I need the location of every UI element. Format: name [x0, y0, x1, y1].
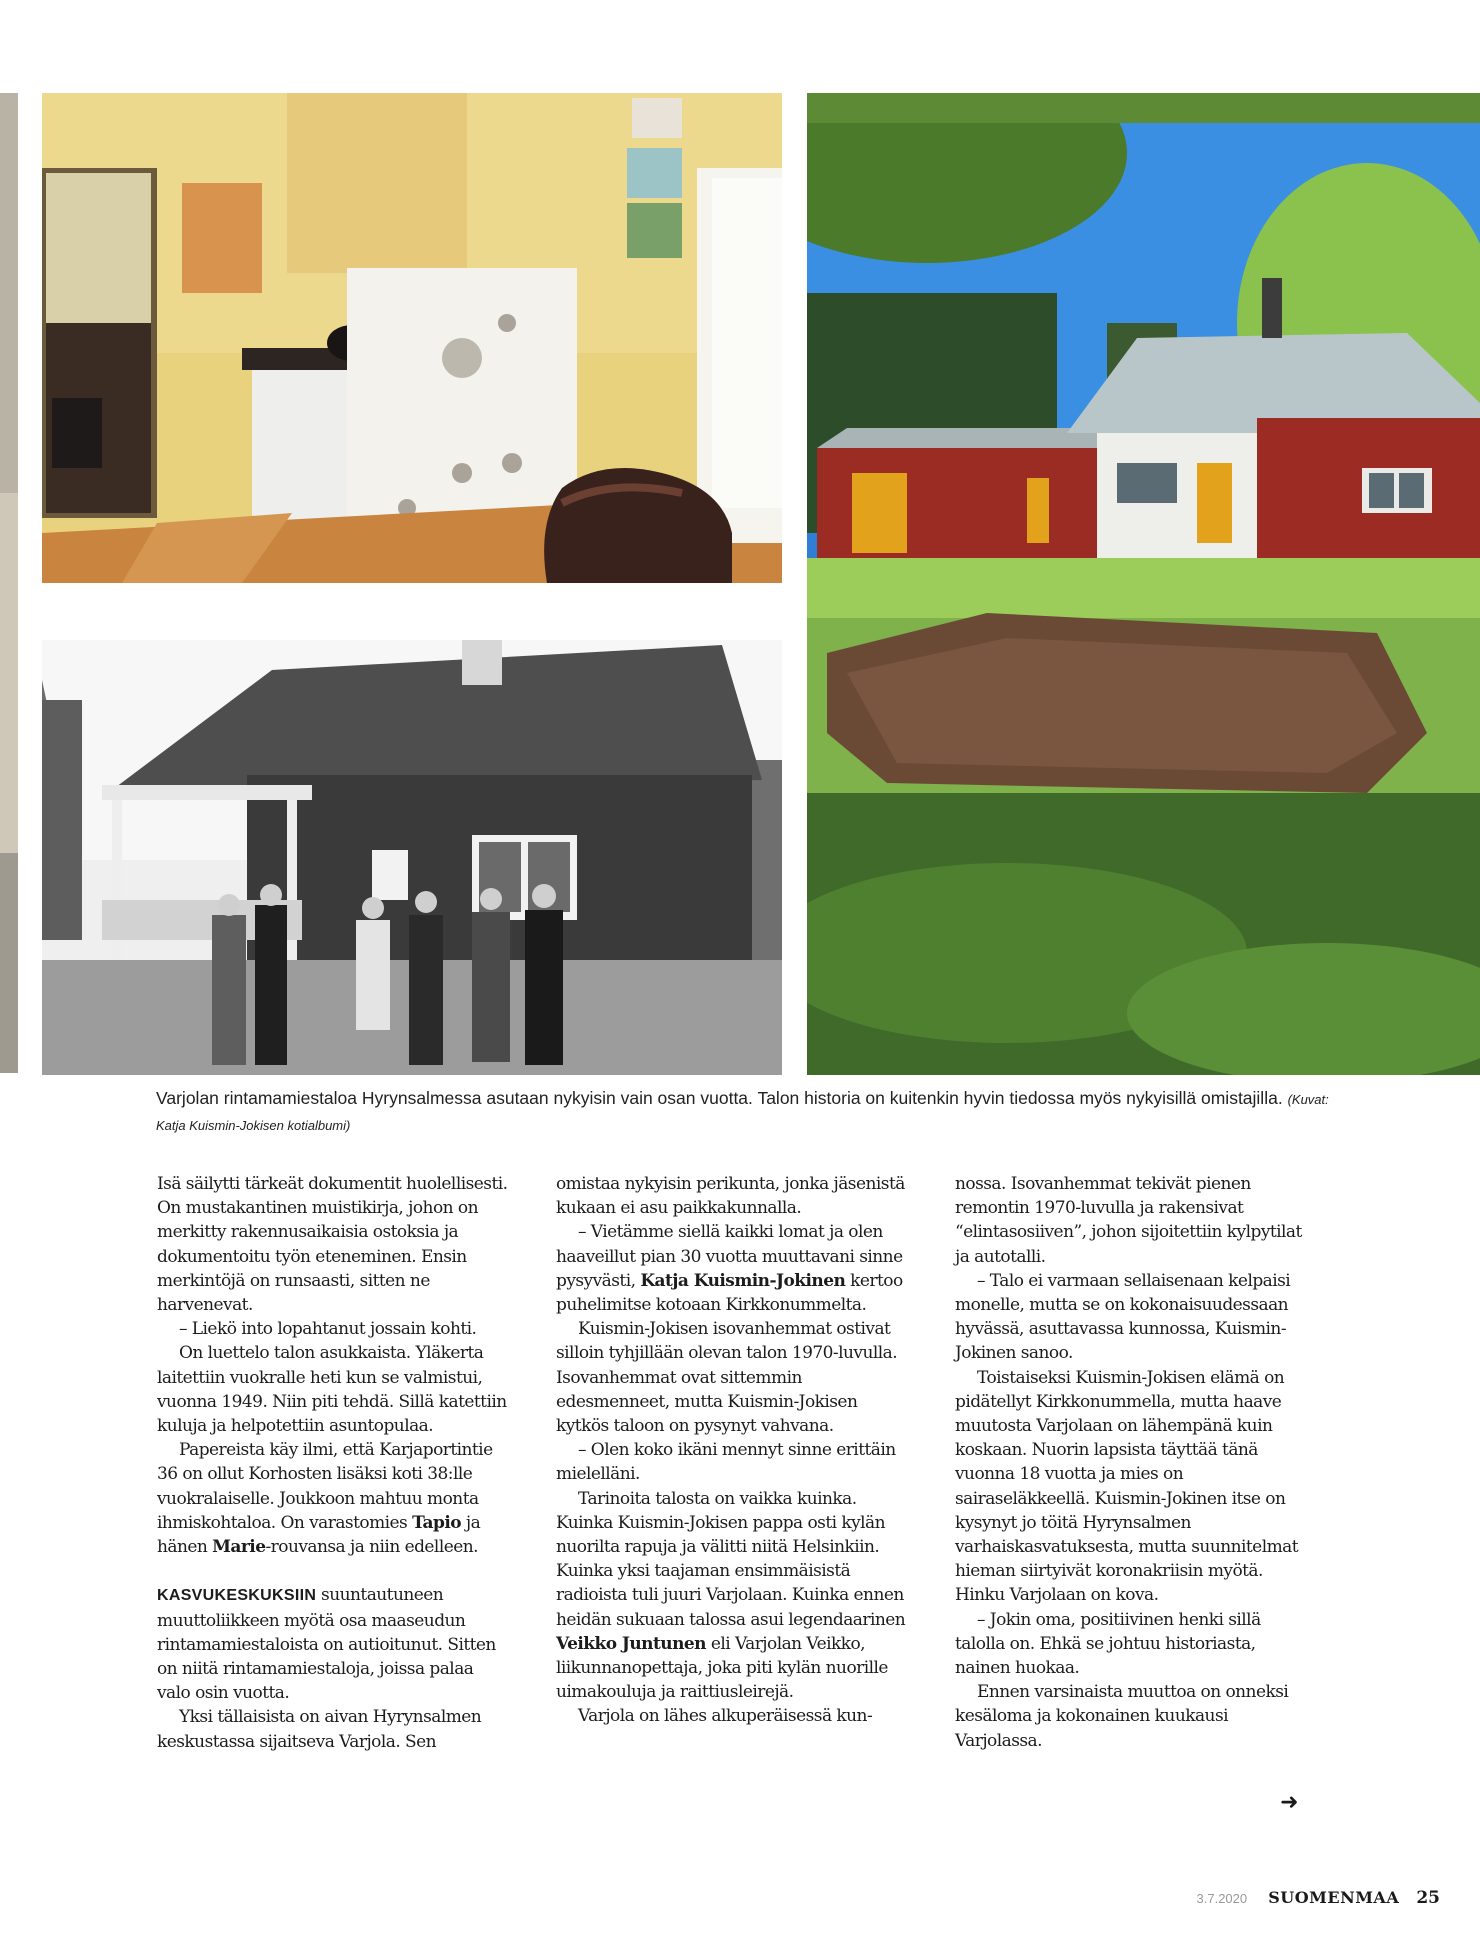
text-run: -rouvansa ja niin edelleen. [265, 1537, 478, 1558]
house-garden-photo [807, 93, 1480, 1075]
arrow-right-icon: ➜ [1280, 1790, 1299, 1815]
old-house-photo [42, 640, 782, 1075]
paragraph: Ennen varsinaista muuttoa on onneksi kesäloma ja kokonainen kuukausi Varjolassa. [955, 1682, 1289, 1751]
caption-text: Varjolan rintamamiestaloa Hyrynsalmessa asutaan nykyisin vain osan vuotta. Talon historia on kuitenkin hyvin tiedossa myös nykyisillä omistajilla. [156, 1088, 1283, 1108]
person-name: Katja Kuismin-Jokinen [640, 1270, 846, 1291]
paragraph: – Olen koko ikäni mennyt sinne erittäin mielelläni. [556, 1440, 896, 1485]
text-run: Papereista käy ilmi, että Karjaportintie 36 on ollut Korhosten lisäksi koti 38:lle vuokralaiselle. Joukkoon mahtuu monta ihmiskohtaloa. On varastomies [157, 1440, 493, 1533]
article-column-2 [556, 1172, 908, 1729]
section-lead-paragraph [157, 1583, 509, 1705]
paragraph: Isä säilytti tärkeät dokumentit huolellisesti. On mustakantinen muistikirja, johon on merkitty rakennusaikaisia ostoksia ja dokumentoitu työn eteneminen. Ensin merkintöjä on runsaasti, sitten ne harvenevat. [157, 1174, 508, 1316]
kitchen-photo [42, 93, 782, 583]
text-run: suuntautuneen muuttoliikkeen myötä osa maaseudun rintamamiestaloista on autioitunut. Sitten on niitä rintamamiestaloja, joissa palaa valo osin vuotta. [157, 1585, 496, 1704]
person-name: Marie [212, 1537, 266, 1558]
paragraph: On luettelo talon asukkaista. Yläkerta laitettiin vuokralle heti kun se valmistui, vuonna 1949. Niin piti tehdä. Sillä katettiin kuluja ja helpotettiin asuntopulaa. [157, 1343, 507, 1437]
magazine-name: SUOMENMAA [1268, 1888, 1400, 1907]
paragraph: Yksi tällaisista on aivan Hyrynsalmen keskustassa sijaitseva Varjola. Sen [157, 1707, 482, 1752]
adjacent-photo-edge [0, 93, 18, 1073]
text-run: eli Varjolan Veikko, liikunnanopettaja, joka piti kylän nuorille uimakouluja ja raittiusleirejä. [556, 1633, 888, 1703]
article-column-3 [955, 1172, 1307, 1753]
paragraph [157, 1438, 509, 1559]
paragraph: Varjola on lähes alkuperäisessä kun- [578, 1706, 873, 1727]
paragraph: – Jokin oma, positiivinen henki sillä talolla on. Ehkä se johtuu historiasta, nainen huokaa. [955, 1609, 1261, 1679]
paragraph: Kuismin-Jokisen isovanhemmat ostivat silloin tyhjillään olevan talon 1970-luvulla. Isovanhemmat ovat sittemmin edesmenneet, mutta Kuismin-Jokisen kytkös taloon on pysynyt vahvana. [556, 1319, 898, 1437]
page-number: 25 [1416, 1888, 1440, 1908]
paragraph: – Liekö into lopahtanut jossain kohti. [179, 1319, 477, 1340]
person-name: Veikko Juntunen [556, 1633, 706, 1654]
person-name: Tapio [412, 1512, 462, 1533]
paragraph [556, 1487, 908, 1705]
text-run: ja hänen [157, 1512, 481, 1558]
page-footer [1105, 1888, 1440, 1908]
article-column-1 [157, 1172, 509, 1754]
photo-caption [156, 1086, 1336, 1138]
text-run: – Vietämme siellä kaikki lomat ja olen haaveillut pian 30 vuotta muuttavani sinne pysyvästi, [556, 1222, 903, 1291]
issue-date: 3.7.2020 [1196, 1891, 1248, 1906]
paragraph [556, 1220, 908, 1317]
paragraph: omistaa nykyisin perikunta, jonka jäsenistä kukaan ei asu paikkakunnalla. [556, 1174, 905, 1219]
text-run: kertoo puhelimitse kotoaan Kirkkonummelta. [556, 1270, 903, 1316]
paragraph: nossa. Isovanhemmat tekivät pienen remontin 1970-luvulla ja rakensivat “elintasosiiven”, johon sijoitettiin kylpytilat ja autotalli. [955, 1174, 1302, 1267]
paragraph: – Talo ei varmaan sellaisenaan kelpaisi monelle, mutta se on kokonaisuudessaan hyvässä, asuttavassa kunnossa, Kuismin-Jokinen sanoo. [955, 1270, 1291, 1364]
section-lead: KASVUKESKUKSIIN [157, 1587, 317, 1605]
photo-credit: (Kuvat: Katja Kuismin-Jokisen kotialbumi) [156, 1092, 1329, 1133]
text-run: Tarinoita talosta on vaikka kuinka. Kuinka Kuismin-Jokisen pappa osti kylän nuorilta rapuja ja välitti niitä Helsinkiin. Kuinka yksi taajaman ensimmäisistä radioista tuli juuri Varjolaan. Kuinka ennen heidän sukuaan talossa asui legendaarinen [556, 1488, 906, 1630]
paragraph: Toistaiseksi Kuismin-Jokisen elämä on pidätellyt Kirkkonummella, mutta haave muutosta Varjolaan on lähempänä kuin koskaan. Nuorin lapsista täyttää tänä vuonna 18 vuotta ja mies on sairaseläkkeellä. Kuismin-Jokinen itse on kysynyt jo töitä Hyrynsalmen varhaiskasvatuksesta, mutta suunnitelmat hieman siirtyivät koronakriisin myötä. Hinku Varjolaan on kova. [955, 1367, 1299, 1606]
